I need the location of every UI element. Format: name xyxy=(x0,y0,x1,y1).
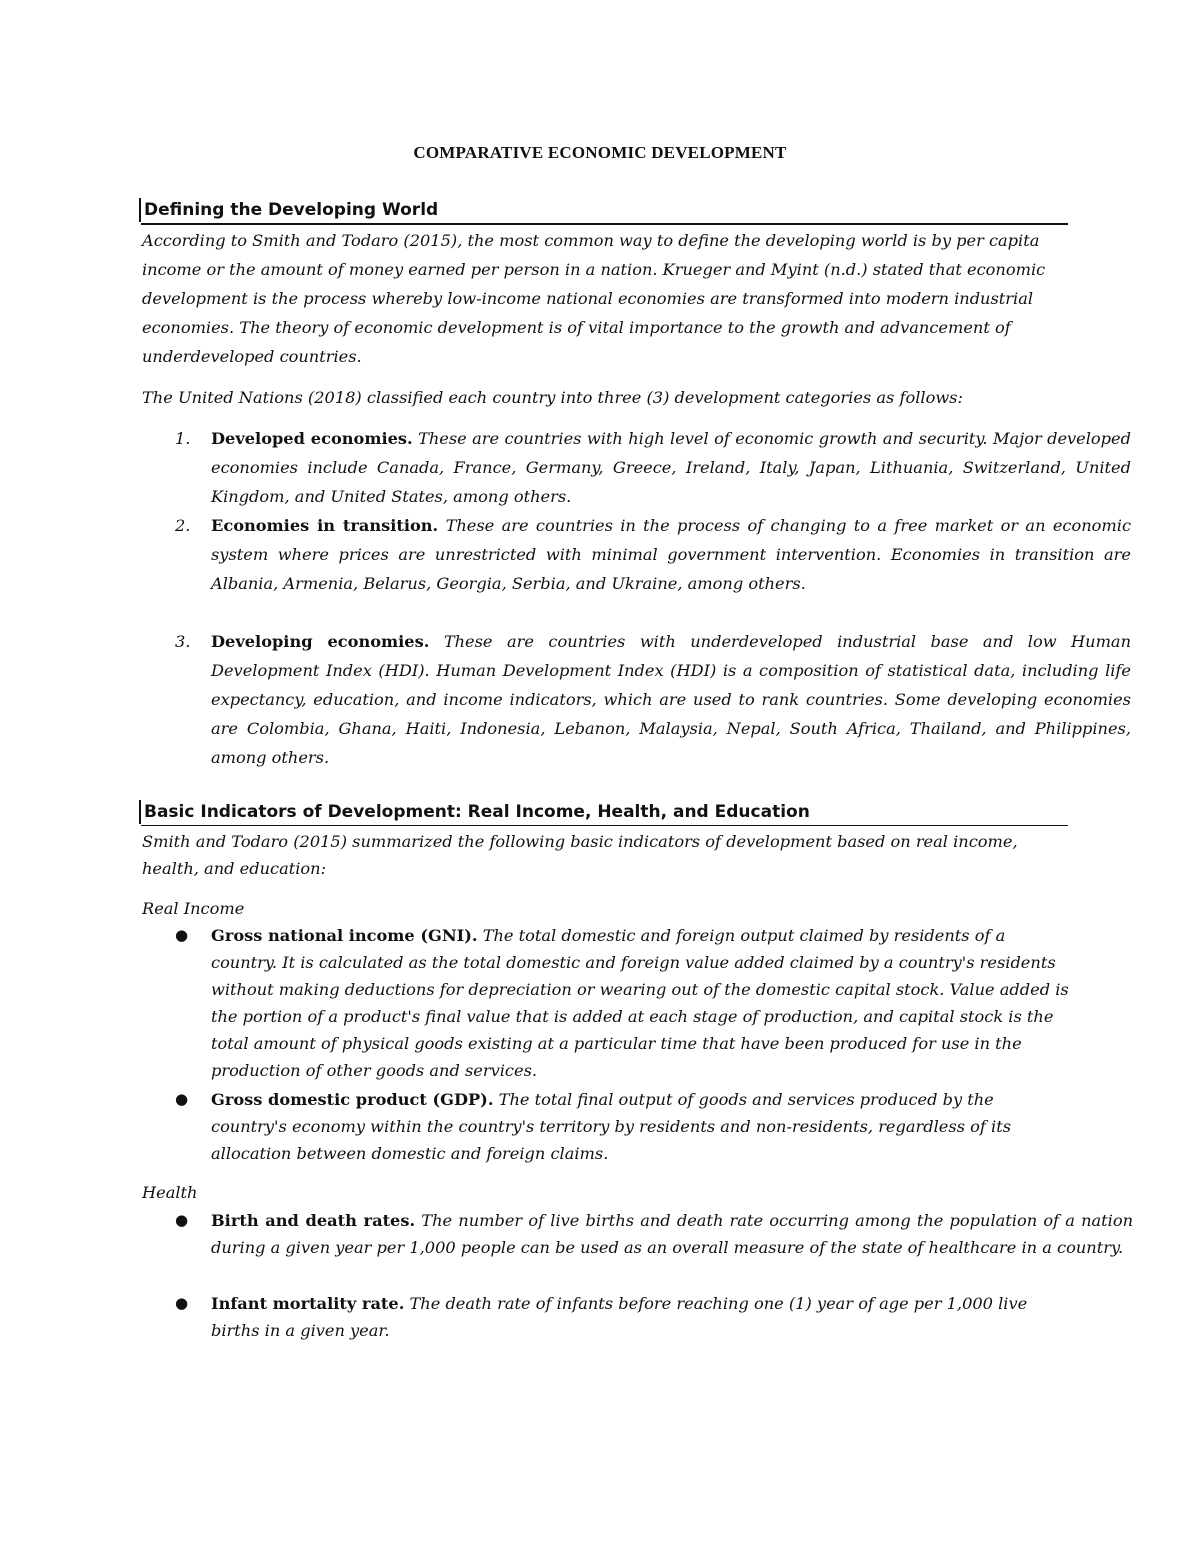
bullet-icon: ● xyxy=(175,1211,189,1229)
list-item-term: Economies in transition. xyxy=(211,516,439,535)
list-item-text: The total final output of goods and services produced by the country's economy within the country's territory by residents and non-residents, regardless of its allocation between domestic and foreign claims. xyxy=(211,1090,1012,1163)
heading-underline xyxy=(141,825,1068,826)
list-item-text: These are countries with underdeveloped industrial base and low Human Development Index (HDI). Human Development Index (HDI) is a composition of statistical data, including life expectancy, education, and income indicators, which are used to rank countries. Some developing economies are Colombia, Ghana, Haiti, Indonesia, Lebanon, Malaysia, Nepal, South Africa, Thailand, and Philippines, among others. xyxy=(211,632,1131,767)
list-item-developing-economies xyxy=(211,627,1131,772)
heading-underline xyxy=(141,223,1068,225)
list-item-text: The death rate of infants before reaching one (1) year of age per 1,000 live births in a given year. xyxy=(211,1294,1028,1340)
list-item-term: Gross domestic product (GDP). xyxy=(211,1090,494,1109)
subheading-real-income: Real Income xyxy=(142,899,245,918)
document-title: COMPARATIVE ECONOMIC DEVELOPMENT xyxy=(413,143,787,162)
subheading-health: Health xyxy=(142,1183,198,1202)
list-item-term: Infant mortality rate. xyxy=(211,1294,405,1313)
section-heading-basic-indicators xyxy=(139,800,1068,824)
section2-intro-paragraph: Smith and Todaro (2015) summarized the following basic indicators of development based on real income, health, and education: xyxy=(142,832,1018,878)
list-item-gdp xyxy=(211,1086,1071,1167)
section-heading-text: Basic Indicators of Development: Real Income, Health, and Education xyxy=(144,802,810,822)
list-item-text: These are countries in the process of changing to a free market or an economic system where prices are unrestricted with minimal government intervention. Economies in transition are Albania, Armenia, Belarus, Georgia, Serbia, and Ukraine, among others. xyxy=(211,516,1132,593)
list-item-infant-mortality xyxy=(211,1290,1071,1344)
list-number-1: 1. xyxy=(175,429,191,448)
bullet-icon: ● xyxy=(175,926,189,944)
bullet-icon: ● xyxy=(175,1090,189,1108)
bullet-icon: ● xyxy=(175,1294,189,1312)
list-item-developed-economies xyxy=(211,424,1131,511)
list-item-text: The number of live births and death rate occurring among the population of a nation during a given year per 1,000 people can be used as an overall measure of the state of healthcare in a country. xyxy=(211,1211,1134,1257)
list-item-term: Developing economies. xyxy=(211,632,430,651)
section1-lead-paragraph: The United Nations (2018) classified each country into three (3) development categories as follows: xyxy=(142,388,963,407)
section-heading-defining-developing-world xyxy=(139,198,1068,222)
list-item-text: The total domestic and foreign output claimed by residents of a country. It is calculated as the total domestic and foreign value added claimed by a country's residents without making deductions for depreciation or wearing out of the domestic capital stock. Value added is the portion of a product's final value that is added at each stage of production, and capital stock is the total amount of physical goods existing at a particular time that have been produced for use in the production of other goods and services. xyxy=(211,926,1069,1080)
list-item-term: Birth and death rates. xyxy=(211,1211,416,1230)
section-heading-text: Defining the Developing World xyxy=(144,200,439,220)
list-number-3: 3. xyxy=(175,632,191,651)
list-number-2: 2. xyxy=(175,516,191,535)
section1-intro-paragraph: According to Smith and Todaro (2015), the most common way to define the developing world is by per capita income or the amount of money earned per person in a nation. Krueger and Myint (n.d.) stated that economic development is the process whereby low-income national economies are transformed into modern industrial economies. The theory of economic development is of vital importance to the growth and advancement of underdeveloped countries. xyxy=(142,231,1046,366)
list-item-term: Gross national income (GNI). xyxy=(211,926,478,945)
list-item-gni xyxy=(211,922,1071,1084)
list-item-birth-death-rates xyxy=(211,1207,1133,1261)
list-item-economies-in-transition xyxy=(211,511,1131,598)
list-item-term: Developed economies. xyxy=(211,429,413,448)
list-item-text: These are countries with high level of economic growth and security. Major developed economies include Canada, France, Germany, Greece, Ireland, Italy, Japan, Lithuania, Switzerland, United Kingdom, and United States, among others. xyxy=(211,429,1131,506)
